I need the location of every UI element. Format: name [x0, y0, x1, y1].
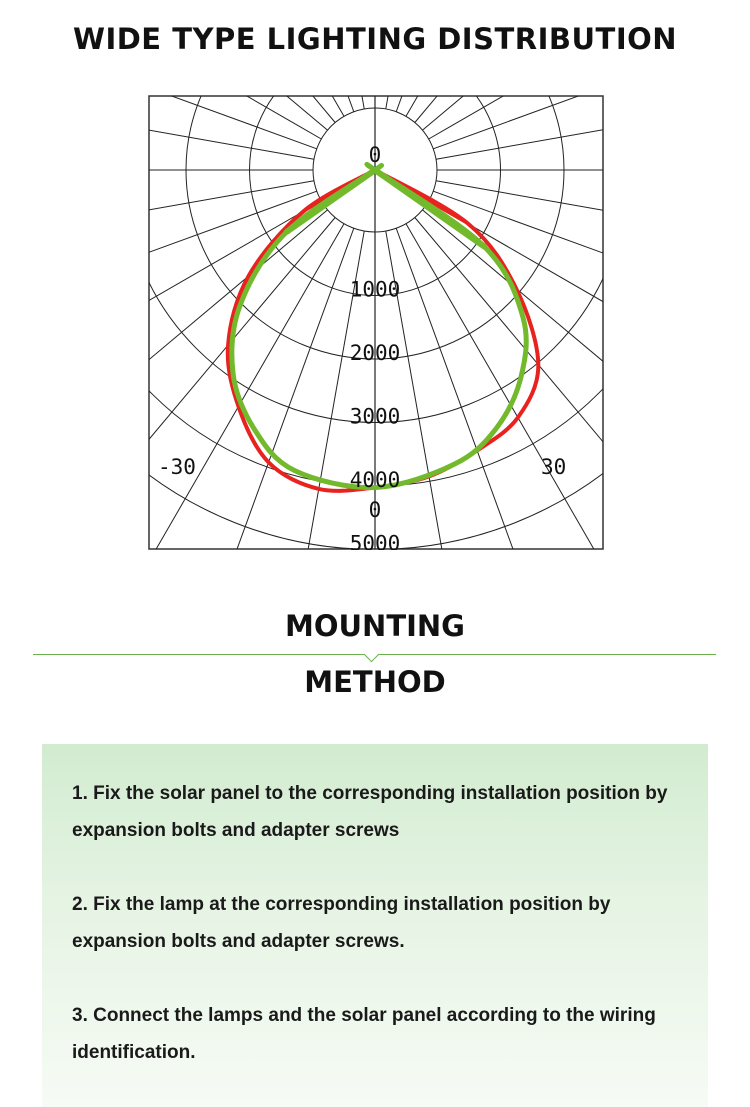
mounting-title-line-2: METHOD: [304, 665, 446, 699]
mounting-steps-panel: [42, 744, 708, 1107]
radial-tick-label-5000: 5000: [349, 531, 401, 550]
angle-label-left: -30: [158, 455, 196, 479]
radial-tick-label-1000: 1000: [349, 277, 401, 302]
mounting-step-2: 2. Fix the lamp at the corresponding installation position by expansion bolts and adapter screws.: [72, 894, 611, 952]
polar-distribution-chart: [148, 95, 604, 550]
angle-label-right: 30: [541, 455, 567, 479]
mounting-step-3: 3. Connect the lamps and the solar panel according to the wiring identification.: [72, 1005, 656, 1063]
angle-label-bottom: 0: [368, 498, 382, 522]
radial-tick-label-3000: 3000: [349, 404, 401, 429]
radial-tick-label-2000: 2000: [349, 341, 401, 365]
divider-notch-icon: [364, 647, 380, 663]
mounting-step-1: 1. Fix the solar panel to the corresponding installation position by expansion bolts and adapter screws: [72, 783, 668, 841]
page-heading: WIDE TYPE LIGHTING DISTRIBUTION: [72, 22, 678, 56]
polar-chart-svg: [148, 95, 604, 550]
center-tick-label: 0: [368, 143, 382, 167]
radial-tick-label-4000: 4000: [349, 468, 401, 492]
mounting-title-line-1: MOUNTING: [285, 609, 465, 643]
